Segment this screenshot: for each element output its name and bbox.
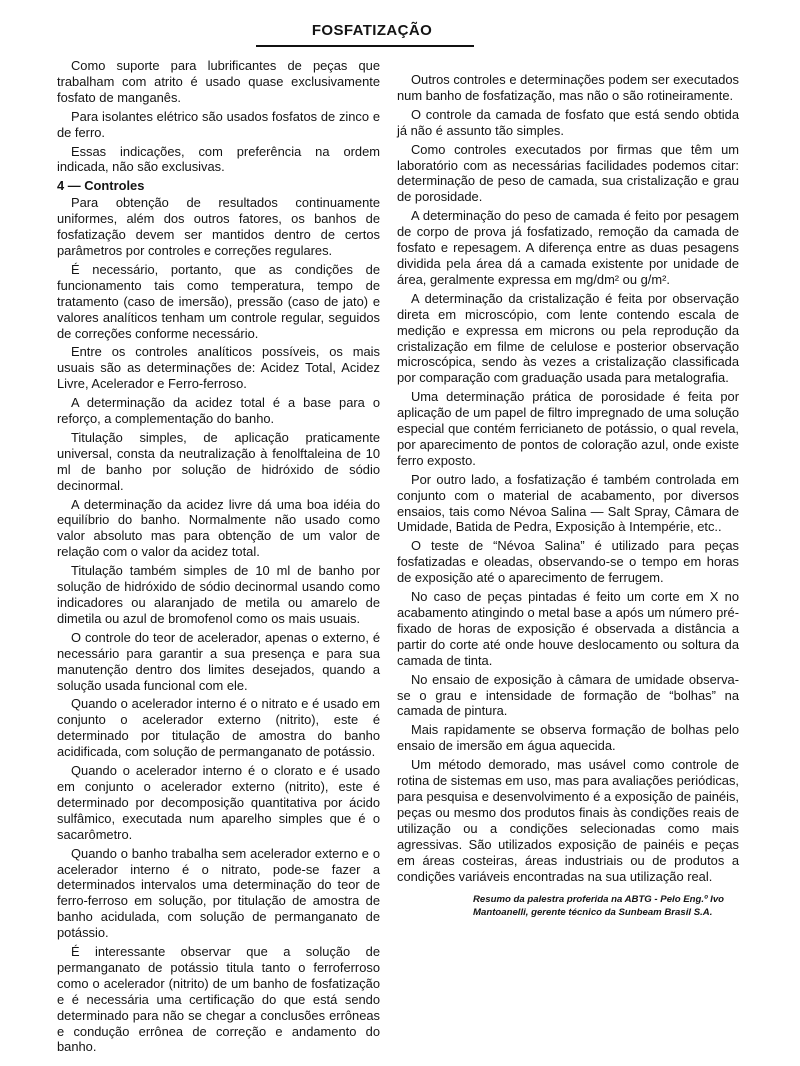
paragraph: No ensaio de exposição à câmara de umidade observa-se o grau e intensidade de formação de “bolhas” na camada de pintura. <box>397 671 739 719</box>
paragraph: Quando o acelerador interno é o clorato e é usado em conjunto o acelerador externo (nitrito), este é determinado por decomposição quantitativa por ácido sulfâmico, executada num aparelho simples que é o sacarômetro. <box>57 763 380 842</box>
paragraph: Um método demorado, mas usável como controle de rotina de sistemas em uso, mas para avaliações periódicas, para pesquisa e desenvolvimento é a exposição de painéis, peças ou mesmo dos produtos finais às condições reais de utilização ou a condições selecionadas como mais agressivas. São utilizados exposição de painéis e peças em áreas costeiras, áreas industriais ou de produtos a condições variáveis encontradas na sua utilização real. <box>397 757 739 884</box>
paragraph: Por outro lado, a fosfatização é também controlada em conjunto com o material de acabamento, por diversos ensaios, tais como Névoa Salina — Salt Spray, Câmara de Umidade, Batida de Pedra, Exposição à Intempérie, etc.. <box>397 471 739 535</box>
paragraph: Quando o acelerador interno é o nitrato e é usado em conjunto o acelerador externo (nitrito), este é determinado por titulação de amostra do banho acidificada, com solução de permanganato de potássio. <box>57 696 380 760</box>
paragraph: Uma determinação prática de porosidade é feita por aplicação de um papel de filtro impregnado de uma solução especial que contém ferricianeto de potássio, o qual revela, por aparecimento de pontos de coloração azul, onde existe ferro exposto. <box>397 389 739 468</box>
paragraph: A determinação da acidez total é a base para o reforço, a complementação do banho. <box>57 395 380 427</box>
paragraph: Quando o banho trabalha sem acelerador externo e o acelerador interno é o nitrato, pode-se fazer a determinados intervalos uma determinação do teor de ferro-ferroso em solução, por titulação de amostra de banho acidulada, com solução de permanganato de potássio. <box>57 845 380 941</box>
paragraph: Como controles executados por firmas que têm um laboratório com as necessárias facilidades podemos citar: determinação de peso de camada, sua cristalização e grau de porosidade. <box>397 141 739 205</box>
paragraph: Outros controles e determinações podem ser executados num banho de fosfatização, mas não o são rotineiramente. <box>397 72 739 103</box>
paragraph: Mais rapidamente se observa formação de bolhas pelo ensaio de imersão em água aquecida. <box>397 722 739 754</box>
section-heading: 4 — Controles <box>57 178 145 194</box>
paragraph: Como suporte para lubrificantes de peças que trabalham com atrito é usado quase exclusivamente fosfato de manganês. <box>57 58 380 105</box>
paragraph: Entre os controles analíticos possíveis, os mais usuais são as determinações de: Acidez Total, Acidez Livre, Acelerador e Ferro-ferroso. <box>57 344 380 392</box>
author-credit: Resumo da palestra proferida na ABTG - Pelo Eng.º Ivo Mantoanelli, gerente técnico da Sunbeam Brasil S.A. <box>473 894 725 918</box>
paragraph: A determinação do peso de camada é feito por pesagem de corpo de prova já fosfatizado, remoção da camada de fosfato e repesagem. A diferença entre as duas pesagens dividida pela área dá a camada existente por unidade de área, geralmente expressa em mg/dm² ou g/m². <box>397 208 739 287</box>
page-title: FOSFATIZAÇÃO <box>311 22 433 39</box>
paragraph: Titulação também simples de 10 ml de banho por solução de hidróxido de sódio decinormal usando como indicadores ou alaranjado de metila ou amarelo de dimetila ou azul de bromofenol como os mais usuais. <box>57 563 380 626</box>
title-rule <box>256 45 474 47</box>
paragraph: Para obtenção de resultados continuamente uniformes, além dos outros fatores, os banhos de fosfatização devem ser mantidos dentro de certos parâmetros por controles e correções regulares. <box>57 195 380 258</box>
paragraph: Titulação simples, de aplicação praticamente universal, consta da neutralização à fenolftaleina de 10 ml de banho por solução de hidróxido de sódio decinormal. <box>57 429 380 493</box>
right-column <box>397 72 739 919</box>
paragraph: Para isolantes elétrico são usados fosfatos de zinco e de ferro. <box>57 108 380 140</box>
paragraph: A determinação da acidez livre dá uma boa idéia do equilíbrio do banho. Normalmente não usado como valor absoluto mas para obtenção de um valor de relação com o valor da acidez total. <box>57 496 380 560</box>
left-column <box>57 58 380 1058</box>
paragraph: O controle da camada de fosfato que está sendo obtida já não é assunto tão simples. <box>397 106 739 138</box>
paragraph: Essas indicações, com preferência na ordem indicada, não são exclusivas. <box>57 143 380 175</box>
paragraph: É necessário, portanto, que as condições de funcionamento tais como temperatura, tempo de tratamento (caso de imersão), pressão (caso de jato) e valores analíticos tenham um controle regular, seguidos de correções conforme necessário. <box>57 261 380 341</box>
paragraph: O teste de “Névoa Salina” é utilizado para peças fosfatizadas e oleadas, observando-se o tempo em horas de exposição até o aparecimento de ferrugem. <box>397 538 739 586</box>
paragraph: No caso de peças pintadas é feito um corte em X no acabamento atingindo o metal base a após um número pré-fixado de horas de exposição é observada a distância a partir do corte até onde houve deslocamento ou soltura da camada de tinta. <box>397 589 739 668</box>
paragraph: O controle do teor de acelerador, apenas o externo, é necessário para garantir a sua presença e para sua manutenção dentro dos limites desejados, quando a solução usada funcional com ele. <box>57 629 380 693</box>
paragraph: É interessante observar que a solução de permanganato de potássio titula tanto o ferroferroso como o acelerador (nitrito) de um banho de fosfatização e é necessária uma certificação do que está sendo determinado para não se chegar a conclusões errôneas e condução errônea de correção e andamento do banho. <box>57 944 380 1055</box>
paragraph: A determinação da cristalização é feita por observação direta em microscópio, com lente contendo escala de medição e expressa em microns ou pela reprodução da cristalização em filme de celulose e posterior observação microscópica, sendo às vezes a cristalização classificada por comparação com graduação usada para metalografia. <box>397 290 739 386</box>
